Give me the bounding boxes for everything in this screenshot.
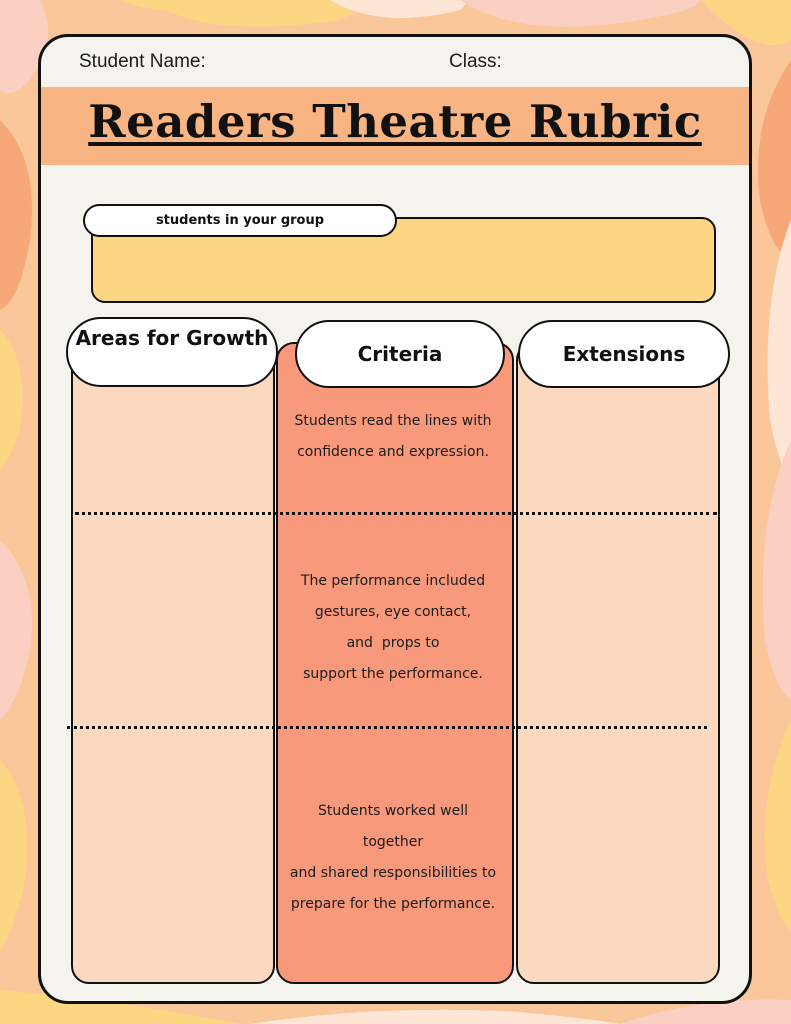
criterion-3-line-1: Students worked well (317, 803, 469, 819)
criteria-header-pill (295, 320, 505, 388)
rubric-card (38, 34, 752, 1004)
criterion-2-line-2: gestures, eye contact, (314, 604, 472, 620)
criterion-3-line-2: together (362, 834, 424, 850)
criterion-2-line-1: The performance included (300, 573, 486, 589)
areas-header-pill (66, 317, 278, 387)
group-label-pill (83, 204, 397, 237)
criterion-3 (277, 796, 509, 920)
criterion-3-line-4: prepare for the performance. (290, 896, 496, 912)
areas-column[interactable] (71, 342, 275, 984)
student-name-label: Student Name: (79, 51, 206, 72)
criterion-1 (277, 406, 509, 468)
group-label: students in your group (155, 213, 325, 228)
row-divider-2 (67, 726, 707, 729)
extensions-header: Extensions (562, 342, 686, 366)
row-divider-1 (75, 512, 717, 515)
areas-header: Areas for Growth (75, 326, 269, 350)
extensions-header-pill (518, 320, 730, 388)
page-title: Readers Theatre Rubric (88, 95, 702, 148)
criterion-1-line-1: Students read the lines with (294, 413, 492, 429)
criterion-1-line-2: confidence and expression. (297, 444, 489, 460)
criterion-2-line-3: and props to (346, 635, 440, 651)
extensions-column[interactable] (516, 342, 720, 984)
criterion-2 (277, 566, 509, 690)
title-band (41, 87, 749, 165)
criteria-header: Criteria (357, 342, 443, 366)
class-label: Class: (449, 51, 502, 72)
criterion-2-line-4: support the performance. (303, 666, 483, 682)
criterion-3-line-3: and shared responsibilities to (289, 865, 497, 881)
